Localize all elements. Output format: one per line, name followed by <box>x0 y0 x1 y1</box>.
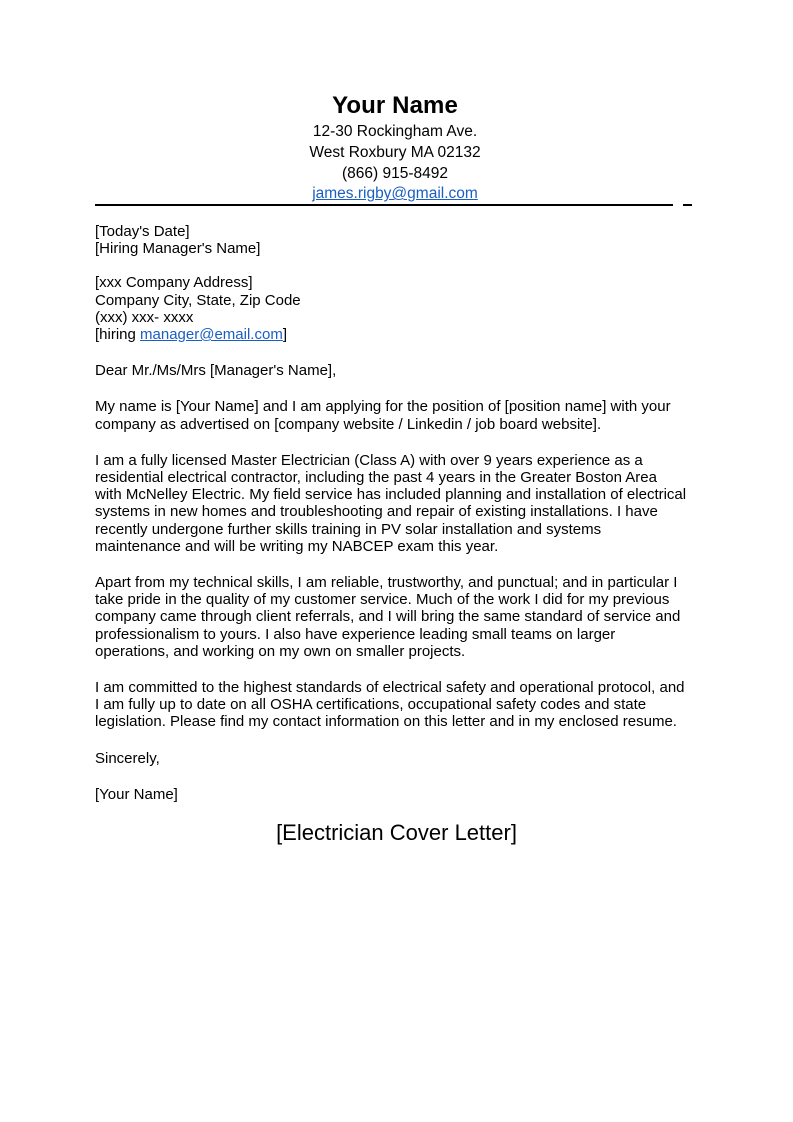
sender-email-link[interactable]: james.rigby@gmail.com <box>312 185 478 203</box>
sender-phone: (866) 915-8492 <box>342 164 448 182</box>
spacer <box>95 433 687 452</box>
company-email-line <box>95 326 687 343</box>
hiring-manager-name: [Hiring Manager's Name] <box>95 240 261 258</box>
company-email-suffix: ] <box>282 326 287 344</box>
letter-body <box>95 223 687 803</box>
spacer <box>95 767 687 786</box>
sender-city-state-zip: West Roxbury MA 02132 <box>309 143 481 161</box>
company-email-link[interactable]: manager@email.com <box>140 326 283 344</box>
sender-name: Your Name <box>332 92 458 119</box>
company-phone: (xxx) xxx- xxxx <box>95 308 194 326</box>
signature-placeholder: [Your Name] <box>95 785 178 803</box>
body-paragraph-4: I am committed to the highest standards of electrical safety and operational protocol, and I am fully up to date on all OSHA certifications, occupational safety codes and state legislation. Please find my contact information on this letter and in my enclosed resume. <box>95 679 685 731</box>
divider-rule <box>95 204 673 206</box>
company-email-prefix: [hiring <box>95 326 141 344</box>
spacer <box>95 660 687 679</box>
letterhead <box>95 92 695 205</box>
spacer <box>95 731 687 750</box>
salutation: Dear Mr./Ms/Mrs [Manager's Name], <box>95 362 337 380</box>
spacer <box>95 379 687 398</box>
closing: Sincerely, <box>95 749 160 767</box>
date-placeholder: [Today's Date] <box>95 223 190 240</box>
sender-street: 12-30 Rockingham Ave. <box>312 123 478 141</box>
divider-tick-fragment <box>683 204 692 206</box>
body-paragraph-1: My name is [Your Name] and I am applying for the position of [position name] with your company as advertised on [company website / Linkedin / job board website]. <box>95 398 671 433</box>
company-city-line: Company City, State, Zip Code <box>95 291 301 309</box>
spacer <box>95 555 687 574</box>
spacer <box>95 257 687 274</box>
header-divider <box>95 200 695 212</box>
document-caption: [Electrician Cover Letter] <box>276 820 517 845</box>
body-paragraph-3: Apart from my technical skills, I am reliable, trustworthy, and punctual; and in particular I take pride in the quality of my customer service. Much of the work I did for my previous company came through client referrals, and I will bring the same standard of service and professionalism to yours. I also have experience leading small teams on larger operations, and working on my own on smaller projects. <box>95 574 681 660</box>
spacer <box>95 343 687 362</box>
company-address: [xxx Company Address] <box>95 274 253 292</box>
body-paragraph-2: I am a fully licensed Master Electrician (Class A) with over 9 years experience as a residential electrical contractor, including the past 4 years in the Greater Boston Area with McNelley Electric. My field service has included planning and installation of electrical systems in new homes and troubleshooting and repair of existing installations. I have recently undergone further skills training in PV solar installation and systems maintenance and will be writing my NABCEP exam this year. <box>95 451 687 555</box>
